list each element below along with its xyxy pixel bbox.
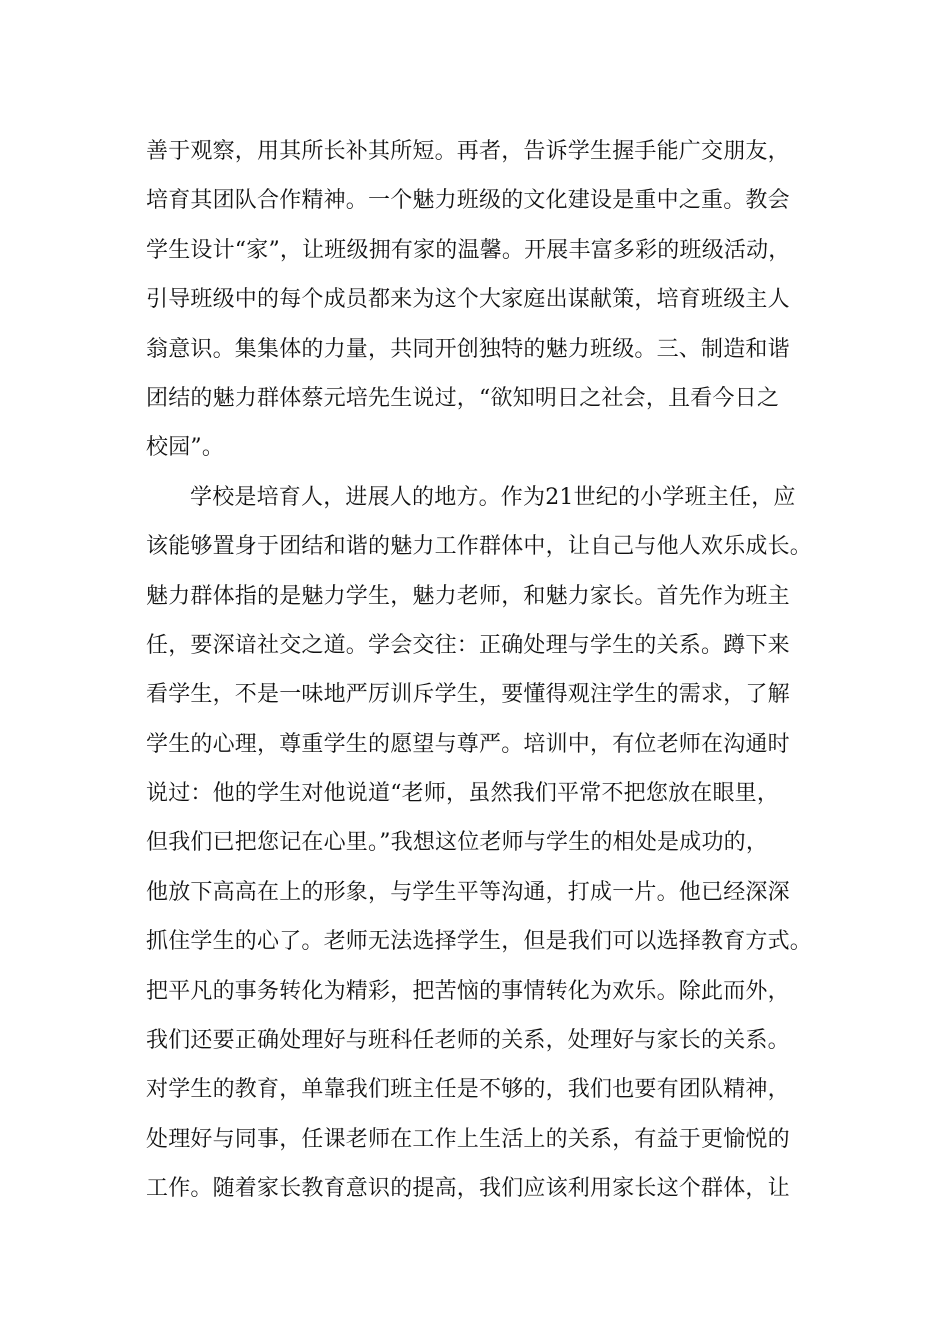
paragraph-first-line: 学校是培育人，进展人的地方。作为21世纪的小学班主任，应 bbox=[190, 484, 796, 510]
text-line: 我们还要正确处理好与班科任老师的关系，处理好与家长的关系。 bbox=[146, 1028, 790, 1054]
text-line: 任，要深谙社交之道。学会交往：正确处理与学生的关系。蹲下来 bbox=[146, 632, 790, 658]
text-line: 培育其团队合作精神。一个魅力班级的文化建设是重中之重。教会 bbox=[146, 188, 790, 214]
text-line: 善于观察，用其所长补其所短。再者，告诉学生握手能广交朋友， bbox=[146, 139, 790, 164]
body-text bbox=[146, 127, 836, 1214]
text-line: 团结的魅力群体蔡元培先生说过，“欲知明日之社会，且看今日之 bbox=[146, 385, 780, 411]
text-line: 说过：他的学生对他说道“老师，虽然我们平常不把您放在眼里， bbox=[146, 781, 780, 807]
text-line: 处理好与同事，任课老师在工作上生活上的关系，有益于更愉悦的 bbox=[146, 1126, 790, 1152]
text-line: 学生设计“家”，让班级拥有家的温馨。开展丰富多彩的班级活动， bbox=[146, 237, 791, 263]
text-line: 对学生的教育，单靠我们班主任是不够的，我们也要有团队精神， bbox=[146, 1077, 790, 1103]
text-line: 工作。随着家长教育意识的提高，我们应该利用家长这个群体，让 bbox=[146, 1176, 790, 1202]
text-line: 但我们已把您记在心里。”我想这位老师与学生的相处是成功的， bbox=[146, 830, 769, 856]
text-line: 该能够置身于团结和谐的魅力工作群体中，让自己与他人欢乐成长。 bbox=[146, 534, 813, 560]
text-line: 看学生，不是一味地严厉训斥学生，要懂得观注学生的需求，了解 bbox=[146, 682, 790, 708]
text-line: 校园”。 bbox=[146, 435, 225, 461]
text-line: 翁意识。集集体的力量，共同开创独特的魅力班级。三、制造和谐 bbox=[146, 336, 790, 362]
text-line: 把平凡的事务转化为精彩，把苦恼的事情转化为欢乐。除此而外， bbox=[146, 978, 790, 1004]
text-line: 他放下高高在上的形象，与学生平等沟通，打成一片。他已经深深 bbox=[146, 879, 790, 905]
text-line: 抓住学生的心了。老师无法选择学生，但是我们可以选择教育方式。 bbox=[146, 929, 813, 955]
text-line: 学生的心理，尊重学生的愿望与尊严。培训中，有位老师在沟通时 bbox=[146, 731, 790, 757]
text-line: 魅力群体指的是魅力学生，魅力老师，和魅力家长。首先作为班主 bbox=[146, 583, 790, 609]
text-line: 引导班级中的每个成员都来为这个大家庭出谋献策，培育班级主人 bbox=[146, 287, 790, 313]
